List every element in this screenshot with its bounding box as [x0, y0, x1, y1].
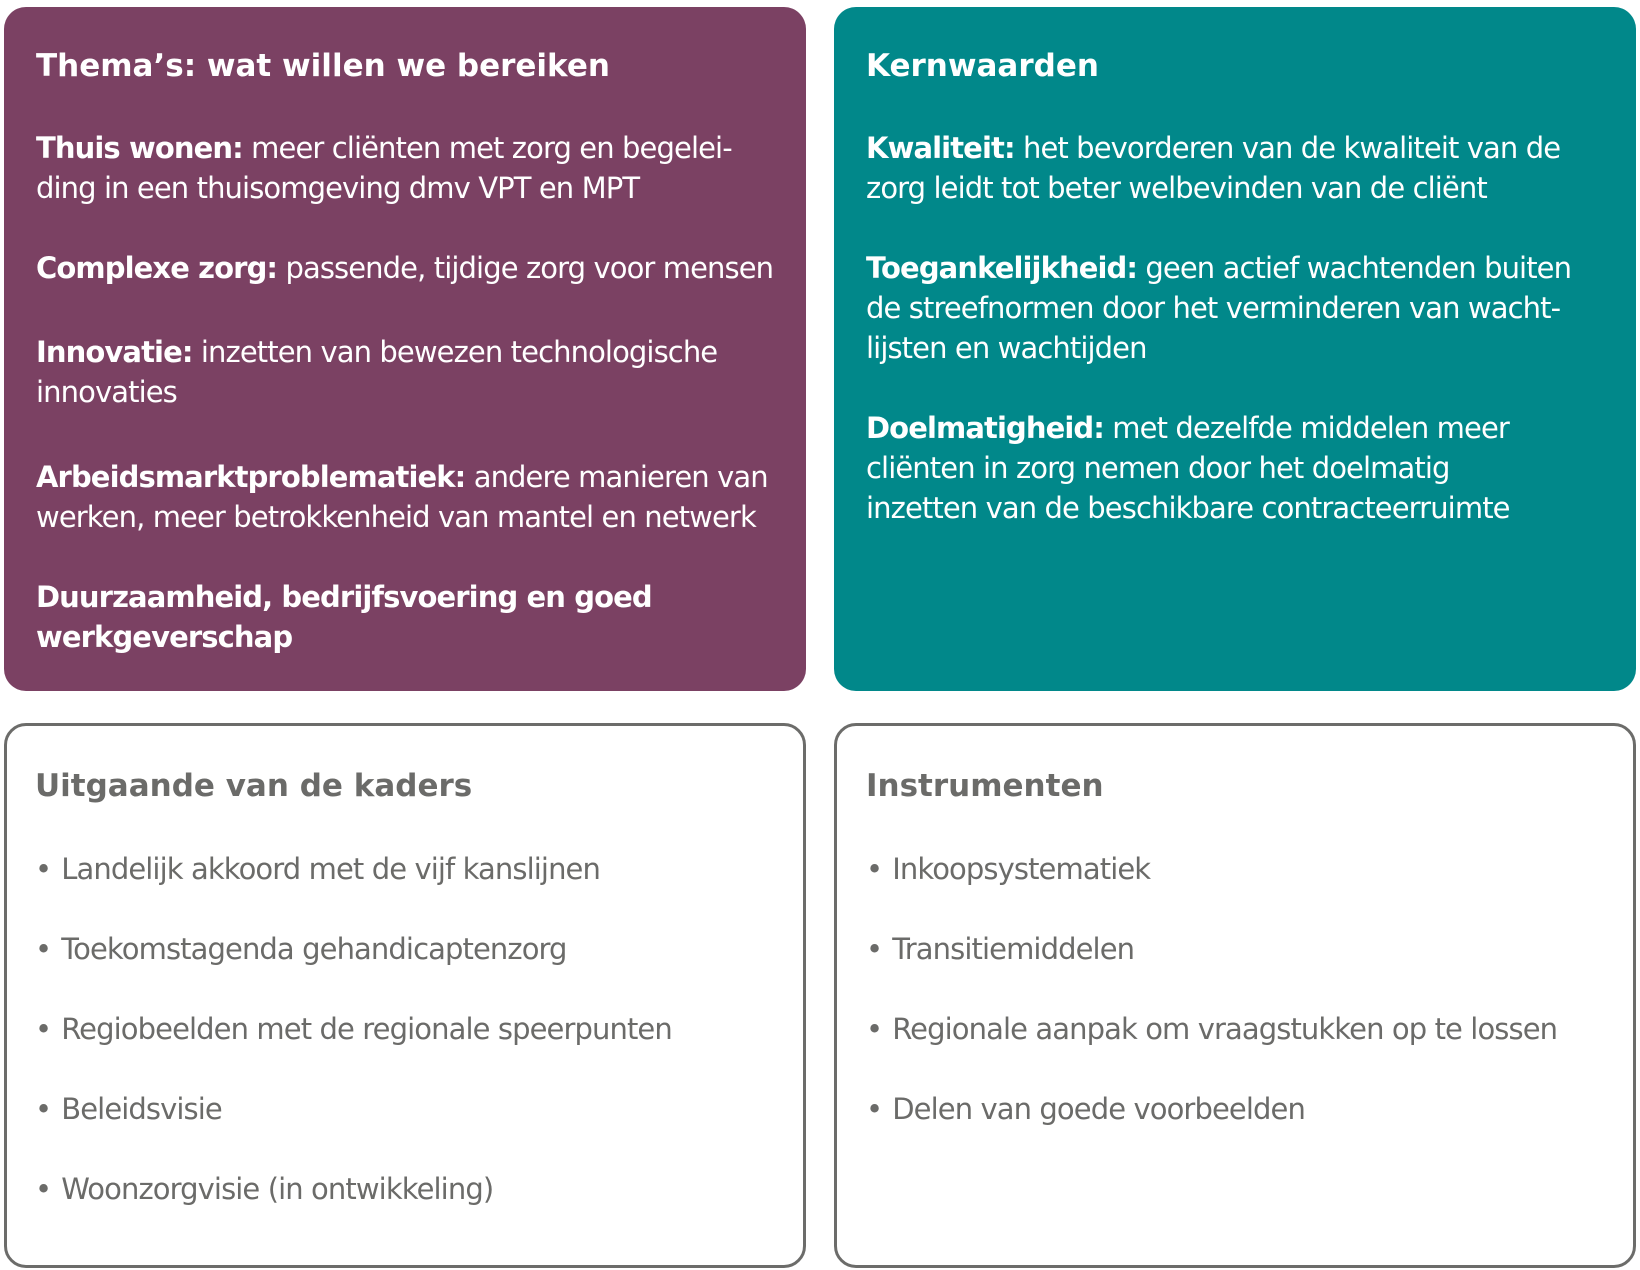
themes-title: Thema’s: wat willen we bereiken — [36, 48, 610, 84]
bullet-icon: • — [866, 1012, 883, 1046]
value-term: Doelmatigheid: — [866, 411, 1104, 445]
value-text: geen actief wachtenden buiten — [1137, 251, 1572, 285]
value-term: Toegankelijkheid: — [866, 251, 1138, 285]
bullet-icon: • — [35, 932, 52, 966]
list-item: • Regionale aanpak om vraagstukken op te lossen — [866, 1012, 1558, 1046]
value-text: lijsten en wachtijden — [866, 331, 1147, 365]
value-text: zorg leidt tot beter welbevinden van de cliënt — [866, 171, 1487, 205]
theme-text: meer cliënten met zorg en begelei- — [242, 131, 732, 165]
theme-term: Thuis wonen: — [36, 131, 243, 165]
theme-text: andere manieren van — [465, 460, 768, 494]
theme-text: werken, meer betrokkenheid van mantel en netwerk — [36, 500, 756, 534]
value-term: Kwaliteit: — [866, 131, 1015, 165]
value-text: inzetten van de beschikbare contracteerruimte — [866, 491, 1510, 525]
value-text: het bevorderen van de kwaliteit van de — [1014, 131, 1561, 165]
list-item: • Landelijk akkoord met de vijf kanslijnen — [35, 852, 600, 886]
value-text: de streefnormen door het verminderen van wacht- — [866, 291, 1561, 325]
theme-term: Arbeidsmarktproblematiek: — [36, 460, 466, 494]
themes-panel — [4, 7, 806, 691]
value-text: cliënten in zorg nemen door het doelmatig — [866, 451, 1450, 485]
theme-text: ding in een thuisomgeving dmv VPT en MPT — [36, 171, 640, 205]
core-values-panel — [834, 7, 1636, 691]
instruments-panel — [834, 723, 1636, 1268]
theme-text: passende, tijdige zorg voor mensen — [277, 251, 774, 285]
list-item: • Transitiemiddelen — [866, 932, 1135, 966]
instruments-title: Instrumenten — [866, 768, 1104, 804]
core-values-title: Kernwaarden — [866, 48, 1099, 84]
theme-text: innovaties — [36, 375, 177, 409]
theme-term: Innovatie: — [36, 335, 193, 369]
list-item: • Inkoopsystematiek — [866, 852, 1151, 886]
bullet-icon: • — [866, 1092, 883, 1126]
list-item: • Regiobeelden met de regionale speerpunten — [35, 1012, 672, 1046]
bullet-icon: • — [35, 1172, 52, 1206]
list-item: • Beleidsvisie — [35, 1092, 222, 1126]
list-item: • Toekomstagenda gehandicaptenzorg — [35, 932, 567, 966]
frameworks-title: Uitgaande van de kaders — [35, 768, 473, 804]
list-item: • Woonzorgvisie (in ontwikkeling) — [35, 1172, 494, 1206]
bullet-icon: • — [866, 852, 883, 886]
theme-term: werkgeverschap — [36, 620, 293, 654]
bullet-icon: • — [35, 1092, 52, 1126]
frameworks-panel — [4, 723, 806, 1268]
bullet-icon: • — [866, 932, 883, 966]
theme-text: inzetten van bewezen technologische — [192, 335, 718, 369]
theme-term: Complexe zorg: — [36, 251, 278, 285]
bullet-icon: • — [35, 852, 52, 886]
list-item: • Delen van goede voorbeelden — [866, 1092, 1305, 1126]
value-text: met dezelfde middelen meer — [1103, 411, 1509, 445]
theme-term: Duurzaamheid, bedrijfsvoering en goed — [36, 580, 652, 614]
bullet-icon: • — [35, 1012, 52, 1046]
